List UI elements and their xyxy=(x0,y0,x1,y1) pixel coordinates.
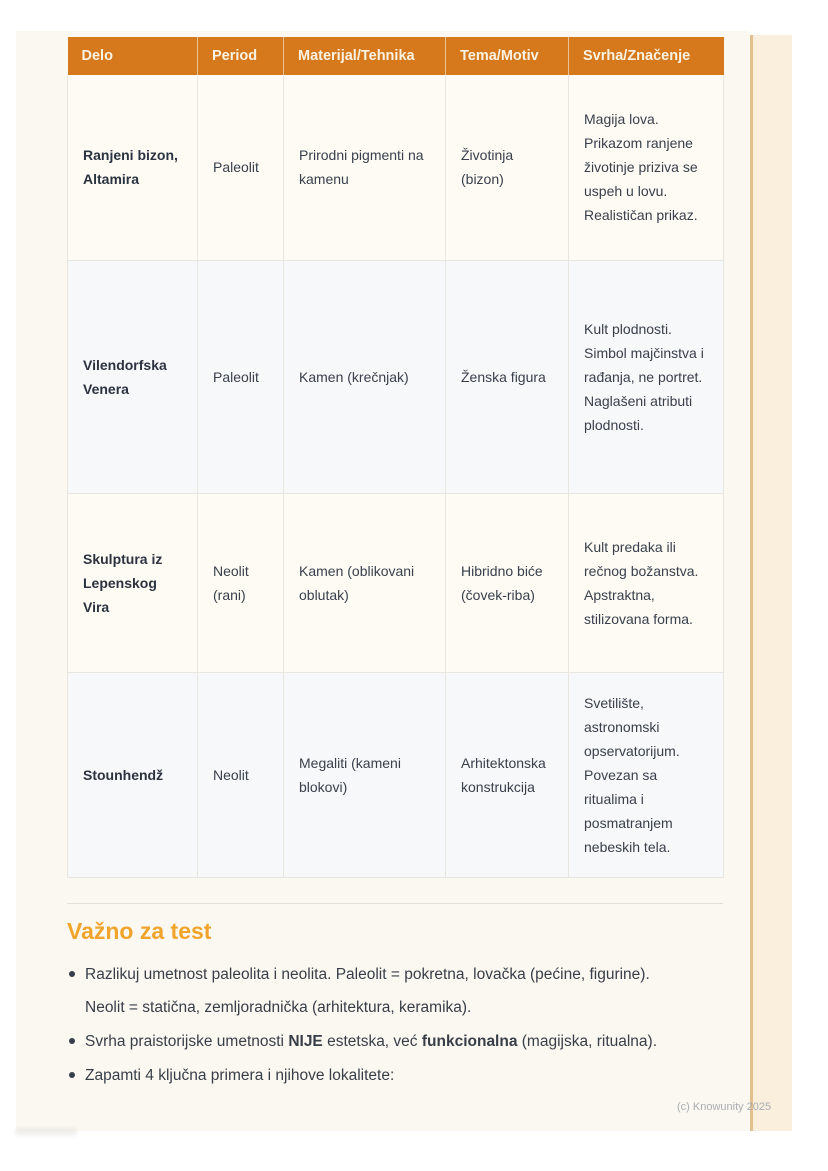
cell-tema: Arhitektonska konstrukcija xyxy=(446,672,569,877)
cell-svrha: Kult predaka ili rečnog božanstva. Apstraktna, stilizovana forma. xyxy=(569,493,724,672)
cell-delo: Vilendorfska Venera xyxy=(68,260,198,493)
cutoff-text-fragment xyxy=(15,1128,77,1135)
cell-materijal: Prirodni pigmenti na kamenu xyxy=(284,75,446,260)
cell-svrha: Svetilište, astronomski opservatorijum. Povezan sa ritualima i posmatranjem nebeskih tela. xyxy=(569,672,724,877)
cell-period: Neolit (rani) xyxy=(198,493,284,672)
bullet-text: (magijska, ritualna). xyxy=(517,1033,658,1050)
page-edge-band xyxy=(750,35,792,1131)
bullet-item xyxy=(66,1025,658,1058)
bullet-item xyxy=(66,1059,658,1092)
cell-materijal: Kamen (oblikovani oblutak) xyxy=(284,493,446,672)
table-body xyxy=(68,75,724,877)
cell-tema: Životinja (bizon) xyxy=(446,75,569,260)
cell-period: Paleolit xyxy=(198,75,284,260)
bullet-text-bold: NIJE xyxy=(288,1033,323,1050)
bullet-text-bold: funkcionalna xyxy=(421,1033,518,1050)
cell-materijal: Kamen (krečnjak) xyxy=(284,260,446,493)
cell-tema: Ženska figura xyxy=(446,260,569,493)
column-header: Delo xyxy=(68,37,198,75)
bullet-item xyxy=(66,958,658,1024)
cell-svrha: Magija lova. Prikazom ranjene životinje priziva se uspeh u lovu. Realističan prikaz. xyxy=(569,75,724,260)
column-header: Svrha/Značenje xyxy=(569,37,724,75)
watermark: (c) Knowunity 2025 xyxy=(677,1101,772,1113)
bullet-text: Svrha praistorijske umetnosti xyxy=(85,1033,289,1050)
bullet-text: estetska, već xyxy=(322,1033,422,1050)
cell-delo: Ranjeni bizon, Altamira xyxy=(68,75,198,260)
cell-period: Paleolit xyxy=(198,260,284,493)
bullet-list xyxy=(66,958,658,1093)
table-row xyxy=(68,260,724,493)
column-header: Materijal/Tehnika xyxy=(284,37,446,75)
cell-materijal: Megaliti (kameni blokovi) xyxy=(284,672,446,877)
cell-delo: Stounhendž xyxy=(68,672,198,877)
column-header: Period xyxy=(198,37,284,75)
cell-tema: Hibridno biće (čovek-riba) xyxy=(446,493,569,672)
table-header-row xyxy=(68,37,724,75)
prehistoric-art-table xyxy=(67,37,724,878)
cell-period: Neolit xyxy=(198,672,284,877)
table-row xyxy=(68,672,724,877)
table-row xyxy=(68,493,724,672)
bullet-text: Zapamti 4 ključna primera i njihove lokalitete: xyxy=(85,1067,395,1084)
section-divider xyxy=(67,903,723,904)
cell-delo: Skulptura iz Lepenskog Vira xyxy=(68,493,198,672)
section-heading: Važno za test xyxy=(67,918,212,944)
cell-svrha: Kult plodnosti. Simbol majčinstva i rađanja, ne portret. Naglašeni atributi plodnosti. xyxy=(569,260,724,493)
column-header: Tema/Motiv xyxy=(446,37,569,75)
bullet-text: Razlikuj umetnost paleolita i neolita. Paleolit = pokretna, lovačka (pećine, figurine). Neolit = statična, zemljoradnička (arhitektura, keramika). xyxy=(85,966,650,1016)
table-row xyxy=(68,75,724,260)
